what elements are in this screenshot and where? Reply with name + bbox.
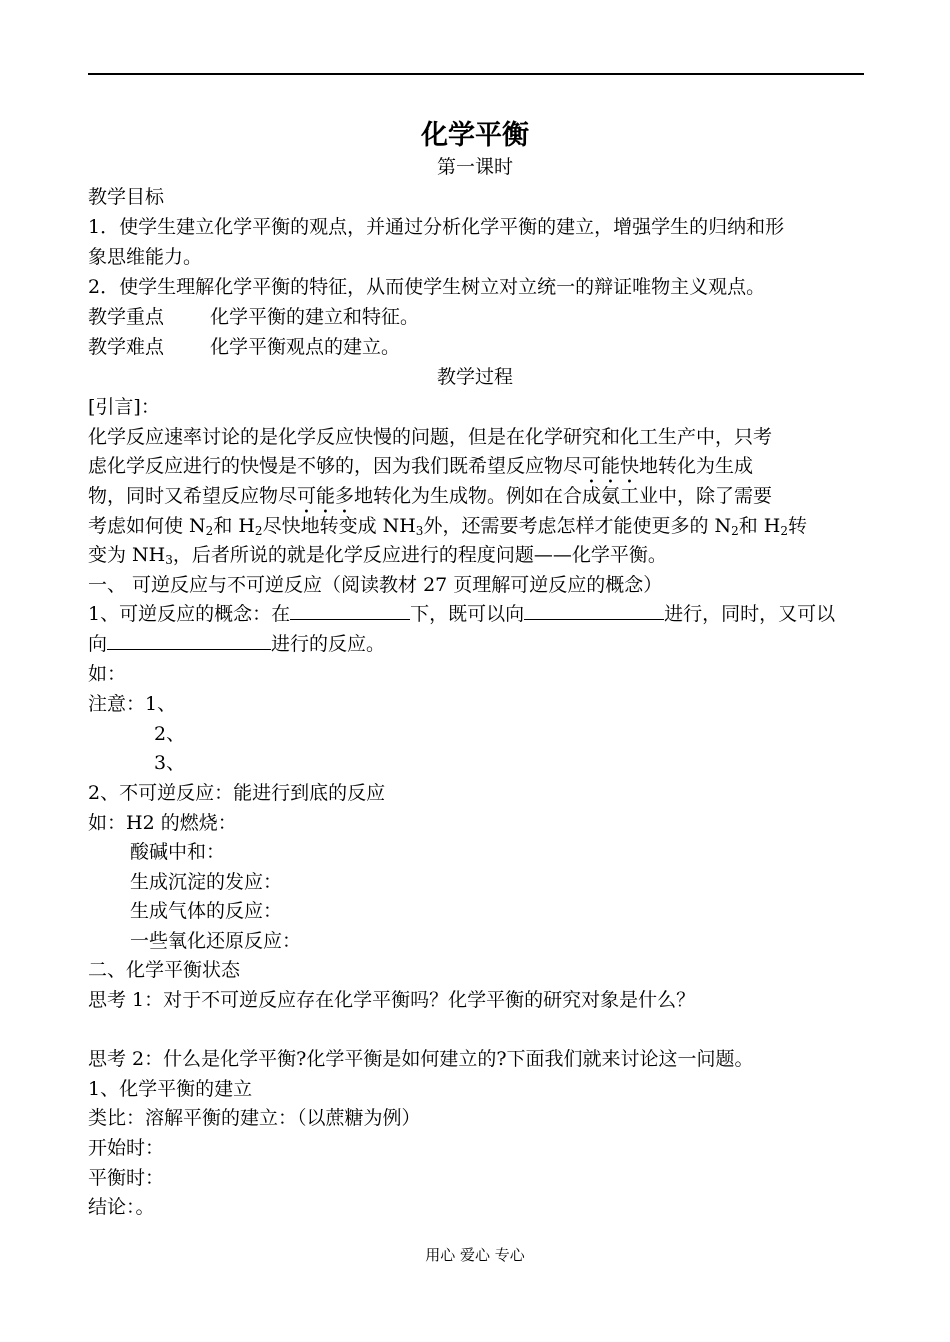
subscript: 2 (205, 524, 214, 538)
objectives-heading: 教学目标 (88, 186, 165, 208)
example-h2-combustion: 如：H2 的燃烧： (88, 812, 237, 834)
example-label: 如： (88, 663, 127, 685)
definition-text: 1、可逆反应的概念：在 (88, 603, 291, 625)
fill-in-blank[interactable] (524, 599, 664, 620)
think-question-1: 思考 1：对于不可逆反应存在化学平衡吗？化学平衡的研究对象是什么？ (88, 989, 696, 1011)
definition-text: 向 (88, 633, 108, 655)
definition-text: 进行的反应。 (271, 633, 386, 655)
intro-text: 转 (788, 515, 808, 537)
note-1: 注意：1、 (88, 693, 177, 715)
page-subtitle: 第一课时 (436, 156, 513, 178)
page-title: 化学平衡 (421, 120, 529, 151)
intro-text: 地转化为生成 (639, 455, 754, 477)
difficulty-text: 化学平衡观点的建立。 (210, 336, 401, 358)
section-2-heading: 二、化学平衡状态 (88, 959, 241, 981)
example-gas: 生成气体的反应： (130, 900, 283, 922)
intro-text: 考虑如何使 N (88, 515, 206, 537)
subscript: 2 (780, 524, 788, 538)
definition-text: 进行，同时，又可以 (664, 603, 836, 625)
fill-in-blank[interactable] (107, 629, 271, 650)
start-label: 开始时： (88, 1137, 165, 1159)
key-point-text: 化学平衡的建立和特征。 (210, 306, 420, 328)
intro-text: 和 H (213, 515, 255, 537)
difficulty-label: 教学难点 (88, 336, 165, 358)
fill-in-blank[interactable] (290, 599, 410, 620)
analogy-text: 类比：溶解平衡的建立：（以蔗糖为例） (88, 1107, 421, 1129)
example-redox: 一些氧化还原反应： (130, 930, 302, 952)
subscript: 2 (731, 524, 739, 538)
note-2: 2、 (154, 723, 186, 745)
conclusion-label: 结论：。 (88, 1196, 155, 1218)
intro-text: 变为 NH (88, 544, 166, 566)
key-point (88, 302, 419, 332)
emphasis-text: 可能多 (297, 485, 355, 507)
intro-text: 和 H (738, 515, 781, 537)
key-point-label: 教学重点 (88, 306, 165, 328)
think-question-2: 思考 2：什么是化学平衡?化学平衡是如何建立的?下面我们就来讨论这一问题。 (88, 1048, 754, 1070)
subscript: 2 (254, 524, 263, 538)
intro-text: 地转化为生成物。例如在合成氨工业中，除了需要 (354, 485, 773, 507)
intro-text: ，后者所说的就是化学反应进行的程度问题——化学平衡。 (172, 544, 667, 566)
objective-2: 2．使学生理解化学平衡的特征，从而使学生树立对立统一的辩证唯物主义观点。 (88, 276, 766, 298)
objective-1-line-1: 1．使学生建立化学平衡的观点，并通过分析化学平衡的建立，增强学生的归纳和形 (88, 216, 785, 238)
intro-text: 虑化学反应进行的快慢是不够的，因为我们既希望反应物尽 (88, 455, 583, 477)
reversible-definition-line-2 (88, 629, 385, 659)
example-precipitate: 生成沉淀的发应： (130, 871, 283, 893)
note-3: 3、 (154, 752, 186, 774)
balance-label: 平衡时： (88, 1167, 165, 1189)
subscript: 3 (415, 524, 424, 538)
section-1-heading: 一、 可逆反应与不可逆反应（阅读教材 27 页理解可逆反应的概念） (88, 574, 663, 596)
process-heading: 教学过程 (436, 366, 513, 388)
subsection-heading: 1、化学平衡的建立 (88, 1078, 253, 1100)
intro-paragraph-line-1: 化学反应速率讨论的是化学反应快慢的问题，但是在化学研究和化工生产中，只考 (88, 426, 773, 448)
intro-text: 尽快地转变成 NH (262, 515, 416, 537)
intro-label: [引言]： (88, 396, 160, 418)
objective-1-line-2: 象思维能力。 (88, 246, 203, 268)
reversible-definition-line-1 (88, 599, 835, 629)
header-rule (88, 73, 864, 75)
definition-text: 下，既可以向 (410, 603, 525, 625)
subscript: 3 (165, 553, 173, 567)
emphasis-text: 可能快 (582, 455, 640, 477)
irreversible-definition: 2、不可逆反应：能进行到底的反应 (88, 782, 386, 804)
intro-text: 物，同时又希望反应物尽 (88, 485, 298, 507)
intro-paragraph-line-4 (88, 511, 807, 541)
example-neutralization: 酸碱中和： (130, 841, 226, 863)
page-footer: 用心 爱心 专心 (425, 1246, 525, 1264)
difficulty-point (88, 332, 400, 362)
intro-paragraph-line-5 (88, 540, 667, 570)
intro-text: 外，还需要考虑怎样才能使更多的 N (423, 515, 732, 537)
